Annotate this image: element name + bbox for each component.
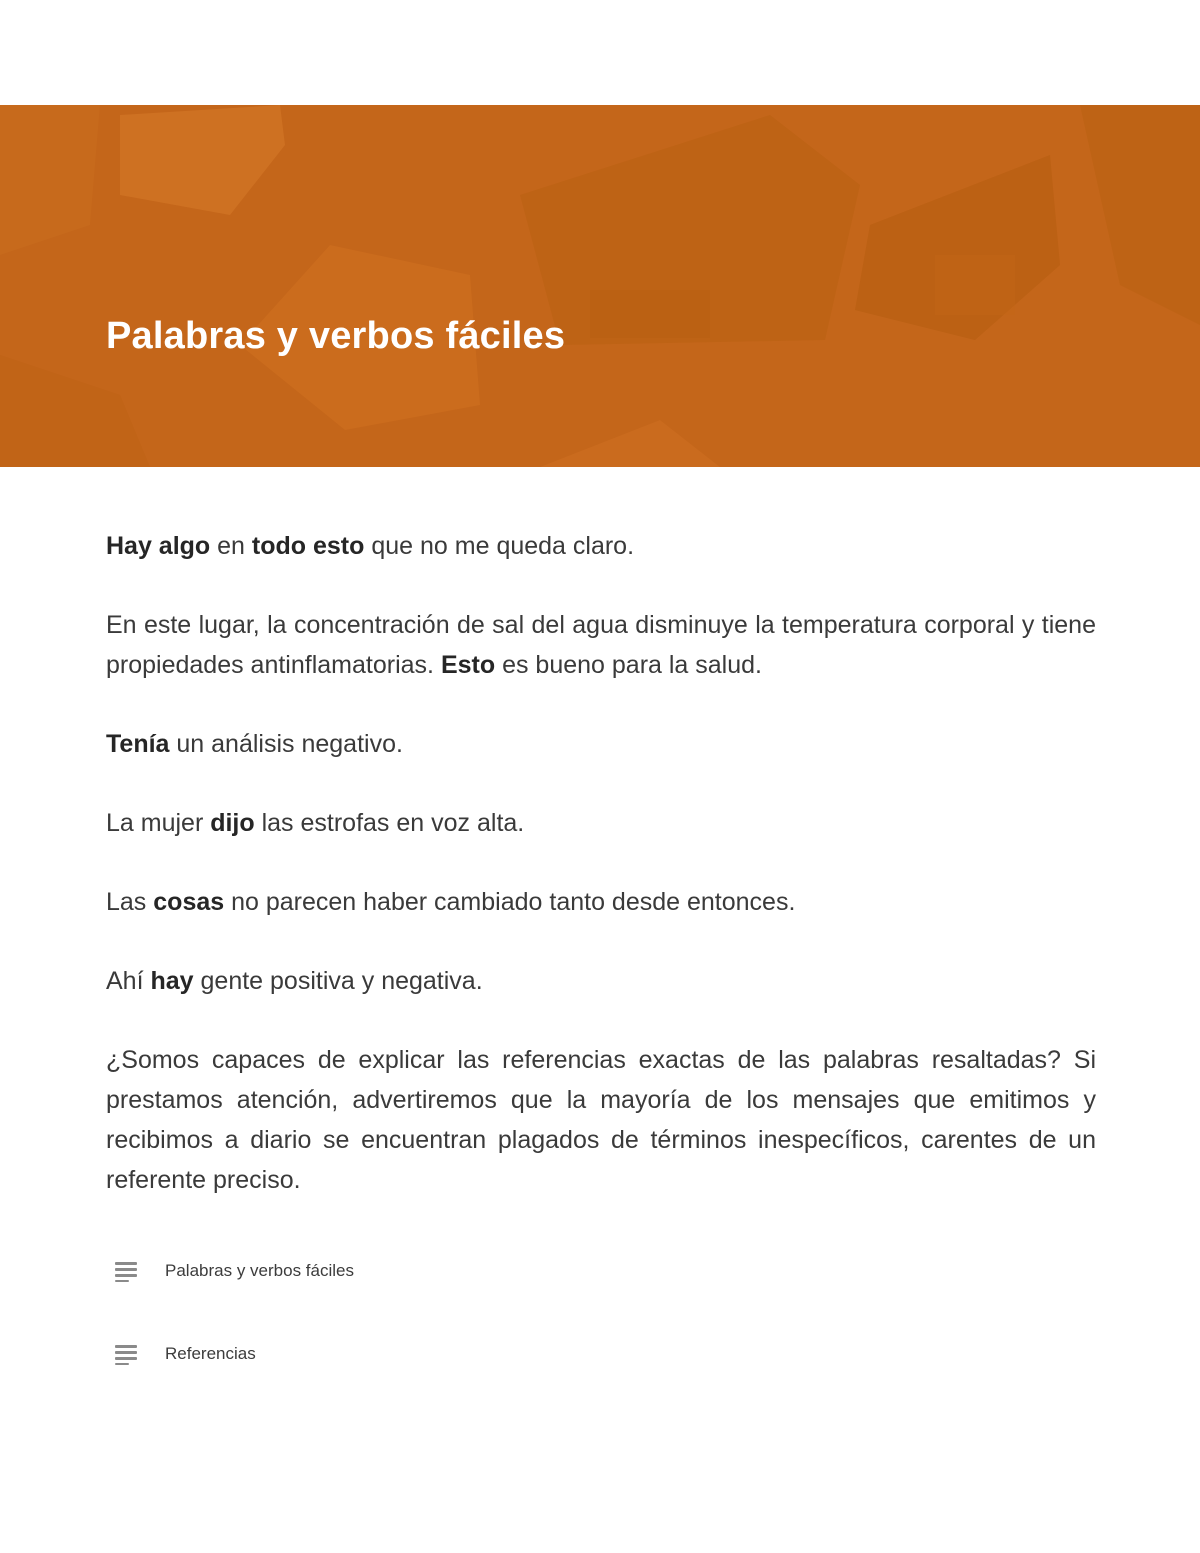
highlighted-word: todo esto: [251, 532, 365, 560]
table-of-contents: [114, 1253, 354, 1419]
highlighted-word: Tenía: [106, 730, 170, 758]
article-body: [106, 526, 1096, 1239]
toc-item[interactable]: [114, 1253, 354, 1289]
text-lines-icon: [114, 1260, 140, 1282]
paragraph-text: en: [210, 532, 252, 560]
paragraph-text: Ahí: [106, 967, 151, 995]
paragraph-text: Las: [106, 888, 154, 916]
highlighted-word: dijo: [210, 809, 255, 837]
article-paragraph: [106, 961, 1096, 1001]
article-paragraph: [106, 1040, 1096, 1200]
article-paragraph: [106, 605, 1096, 685]
page-title: Palabras y verbos fáciles: [106, 315, 566, 357]
paragraph-text: gente positiva y negativa.: [193, 967, 483, 995]
paragraph-text: un análisis negativo.: [169, 730, 403, 758]
highlighted-word: hay: [150, 967, 194, 995]
article-paragraph: [106, 724, 1096, 764]
article-paragraph: [106, 526, 1096, 566]
toc-item[interactable]: [114, 1336, 354, 1372]
highlighted-word: Hay algo: [106, 532, 211, 560]
paragraph-text: es bueno para la salud.: [495, 651, 762, 679]
toc-item-label: Referencias: [165, 1344, 256, 1363]
text-lines-icon: [114, 1343, 140, 1365]
header-banner: [0, 105, 1200, 467]
paragraph-text: que no me queda claro.: [364, 532, 635, 560]
highlighted-word: cosas: [153, 888, 225, 916]
highlighted-word: Esto: [440, 651, 496, 679]
article-paragraph: [106, 803, 1096, 843]
paragraph-text: no parecen haber cambiado tanto desde entonces.: [224, 888, 796, 916]
paragraph-text: La mujer: [106, 809, 211, 837]
paragraph-text: las estrofas en voz alta.: [254, 809, 525, 837]
article-paragraph: [106, 882, 1096, 922]
paragraph-text: ¿Somos capaces de explicar las referencias exactas de las palabras resaltadas? Si prestamos atención, advertiremos que la mayoría de los mensajes que emitimos y recibimos a diario se encuentran plagados de términos inespecíficos, carentes de un referente preciso.: [106, 1046, 1096, 1194]
paragraph-text: En este lugar, la concentración de sal del agua disminuye la temperatura corporal y tiene propiedades antinflamatorias.: [106, 611, 1096, 679]
toc-item-label: Palabras y verbos fáciles: [165, 1261, 354, 1280]
banner-background-image: [0, 105, 1200, 467]
